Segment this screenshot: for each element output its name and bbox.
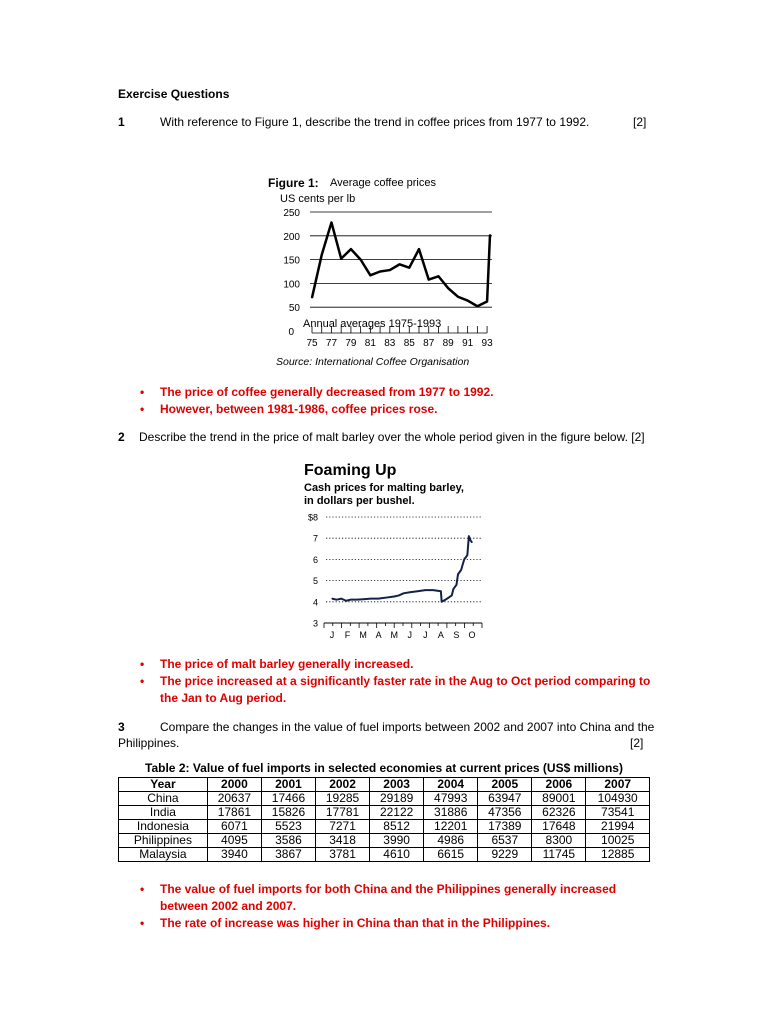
table-cell: 12885 (586, 848, 650, 862)
table-cell: 29189 (370, 792, 424, 806)
x-tick-label: 91 (462, 338, 474, 349)
data-point (470, 540, 471, 541)
table-cell: 4095 (207, 834, 261, 848)
x-tick-label: 83 (384, 338, 396, 349)
table-2-fuel-imports (118, 777, 650, 862)
figure-1-annotation: Annual averages 1975-1993 (303, 318, 442, 330)
table-cell: 9229 (478, 848, 532, 862)
data-point (418, 248, 420, 250)
table-row (119, 834, 650, 848)
question-1-answers (118, 384, 658, 418)
x-tick-label: J (407, 630, 413, 640)
data-point (336, 599, 337, 600)
data-point (445, 599, 446, 600)
question-3-marks: [2] (630, 736, 644, 750)
table-cell: 3781 (316, 848, 370, 862)
data-point (425, 590, 426, 591)
answer-item: • The price of coffee generally decreased from 1977 to 1992. (140, 385, 494, 399)
table-cell: 47356 (478, 806, 532, 820)
data-point (471, 542, 472, 543)
data-point (465, 557, 466, 558)
table-cell: 11745 (532, 848, 586, 862)
table-cell: Indonesia (119, 820, 208, 834)
y-tick-label: 100 (283, 279, 300, 291)
data-point (451, 595, 452, 596)
data-point (467, 555, 468, 556)
table-header-row (119, 778, 650, 792)
table-row (119, 806, 650, 820)
x-tick-label: 93 (481, 338, 493, 349)
figure-2-subtitle-1: Cash prices for malting barley, (304, 482, 464, 494)
table-cell: 6071 (207, 820, 261, 834)
table-cell: 73541 (586, 806, 650, 820)
answer-item: • The value of fuel imports for both China and the Philippines generally increased between 2002 and 2007. (140, 882, 617, 913)
figure-1-label: Figure 1: (268, 176, 319, 190)
question-3-text-line-2: Philippines. (118, 736, 180, 750)
table-cell: Malaysia (119, 848, 208, 862)
x-tick-label: O (468, 630, 476, 640)
table-cell: 8512 (370, 820, 424, 834)
y-tick-label: 250 (283, 208, 300, 219)
table-cell: 3867 (261, 848, 315, 862)
table-2-caption: Table 2: Value of fuel imports in selected economies at current prices (US$ millions) (145, 761, 623, 775)
answer-item: • The price increased at a significantly faster rate in the Aug to Oct period comparing to the Jan to Aug period. (140, 674, 651, 705)
y-tick-label: 6 (312, 554, 318, 565)
data-point (428, 279, 430, 281)
data-point (453, 588, 454, 589)
table-cell: 19285 (316, 792, 370, 806)
x-tick-label: 89 (442, 338, 454, 349)
x-tick-label: J (423, 630, 428, 640)
table-cell: 5523 (261, 820, 315, 834)
data-point (398, 595, 399, 596)
table-cell: 12201 (424, 820, 478, 834)
table-cell: 3418 (316, 834, 370, 848)
x-tick-label: M (390, 630, 398, 640)
answer-item: • The rate of increase was higher in China than that in the Philippines. (140, 916, 551, 930)
data-point (331, 222, 333, 224)
question-3-text-line-1: Compare the changes in the value of fuel imports between 2002 and 2007 into China and the (160, 720, 655, 734)
data-point (433, 590, 434, 591)
x-tick-label: 81 (364, 338, 376, 349)
table-cell: 21994 (586, 820, 650, 834)
data-point (321, 254, 323, 256)
page-title: Exercise Questions (118, 87, 230, 101)
question-2-text: Describe the trend in the price of malt barley over the whole period given in the figure below. [2] (139, 430, 645, 444)
y-tick-label: 4 (312, 597, 318, 608)
y-tick-label: $8 (307, 512, 318, 523)
table-cell: 31886 (424, 806, 478, 820)
header-cell: 2006 (532, 778, 586, 792)
data-point (489, 234, 491, 236)
data-point (386, 597, 387, 598)
table-cell: 3940 (207, 848, 261, 862)
data-point (394, 596, 395, 597)
table-cell: 4610 (370, 848, 424, 862)
table-cell: 17861 (207, 806, 261, 820)
data-point (457, 296, 459, 298)
data-point (440, 591, 441, 592)
data-point (370, 598, 371, 599)
data-point (360, 259, 362, 261)
data-point (486, 301, 488, 303)
data-point (447, 287, 449, 289)
data-point (350, 248, 352, 250)
data-point (464, 559, 465, 560)
y-tick-label: 7 (312, 533, 318, 544)
data-point (408, 267, 410, 269)
coffee-price-line (312, 222, 490, 306)
figure-2-subtitle-2: in dollars per bushel. (304, 495, 415, 507)
data-point (356, 599, 357, 600)
x-tick-label: S (453, 630, 460, 640)
y-tick-label: 50 (288, 303, 300, 315)
x-tick-label: 85 (403, 338, 415, 349)
table-cell: 3586 (261, 834, 315, 848)
figure-1-ylabel: US cents per lb (280, 193, 356, 205)
question-2-answers (118, 656, 658, 707)
figure-2-barley-chart (300, 455, 495, 645)
barley-price-line (332, 536, 472, 602)
answer-item: • However, between 1981-1986, coffee prices rose. (140, 402, 438, 416)
question-1-text: With reference to Figure 1, describe the trend in coffee prices from 1977 to 1992. (160, 115, 590, 129)
table-row (119, 848, 650, 862)
x-tick-label: A (375, 630, 382, 640)
data-point (350, 599, 351, 600)
question-1-number: 1 (118, 115, 125, 129)
data-point (468, 535, 469, 536)
header-cell: 2001 (261, 778, 315, 792)
data-point (389, 269, 391, 271)
table-cell: 47993 (424, 792, 478, 806)
header-cell: 2002 (316, 778, 370, 792)
table-cell: 62326 (532, 806, 586, 820)
data-point (399, 264, 401, 266)
x-tick-label: M (359, 630, 367, 640)
figure-2-title: Foaming Up (304, 462, 397, 479)
data-point (345, 600, 346, 601)
data-point (403, 593, 404, 594)
table-cell: 63947 (478, 792, 532, 806)
question-3-answers (118, 881, 658, 932)
data-point (341, 598, 342, 599)
data-point (441, 601, 442, 602)
table-cell: 17389 (478, 820, 532, 834)
header-cell: 2003 (370, 778, 424, 792)
figure-1-title: Average coffee prices (330, 177, 436, 189)
y-tick-label: 200 (283, 231, 300, 243)
table-cell: 20637 (207, 792, 261, 806)
x-tick-label: F (344, 630, 351, 640)
table-cell: India (119, 806, 208, 820)
table-cell: 104930 (586, 792, 650, 806)
table-cell: 7271 (316, 820, 370, 834)
y-tick-label: 3 (312, 618, 318, 629)
y-tick-label: 0 (288, 327, 294, 338)
x-tick-label: 75 (306, 338, 318, 349)
y-tick-label: 5 (312, 576, 318, 587)
data-point (409, 592, 410, 593)
x-tick-label: 77 (325, 338, 338, 349)
table-cell: 8300 (532, 834, 586, 848)
data-point (331, 598, 332, 599)
header-cell: Year (119, 778, 208, 792)
figure-1-source: Source: International Coffee Organisation (276, 356, 470, 368)
data-point (379, 271, 381, 273)
table-cell: 17648 (532, 820, 586, 834)
table-row (119, 792, 650, 806)
table-cell: 89001 (532, 792, 586, 806)
data-point (477, 305, 479, 307)
figure-1-coffee-chart (260, 170, 510, 370)
data-point (456, 584, 457, 585)
table-cell: 6615 (424, 848, 478, 862)
data-point (370, 275, 372, 277)
question-3-number: 3 (118, 720, 125, 734)
y-tick-label: 150 (283, 255, 300, 267)
header-cell: 2005 (478, 778, 532, 792)
table-cell: 15826 (261, 806, 315, 820)
data-point (461, 569, 462, 570)
answer-item: • The price of malt barley generally increased. (140, 657, 414, 671)
header-cell: 2007 (586, 778, 650, 792)
table-cell: 17466 (261, 792, 315, 806)
table-cell: Philippines (119, 834, 208, 848)
data-point (378, 598, 379, 599)
data-point (311, 297, 313, 299)
table-cell: 3990 (370, 834, 424, 848)
data-point (417, 591, 418, 592)
data-point (467, 300, 469, 302)
x-tick-label: 79 (345, 338, 357, 349)
table-cell: 22122 (370, 806, 424, 820)
data-point (457, 574, 458, 575)
table-cell: 6537 (478, 834, 532, 848)
data-point (340, 258, 342, 260)
data-point (363, 599, 364, 600)
table-cell: China (119, 792, 208, 806)
data-point (438, 275, 440, 277)
header-cell: 2000 (207, 778, 261, 792)
table-row (119, 820, 650, 834)
question-2-number: 2 (118, 430, 125, 444)
table-cell: 4986 (424, 834, 478, 848)
header-cell: 2004 (424, 778, 478, 792)
table-cell: 17781 (316, 806, 370, 820)
x-tick-label: 87 (423, 338, 435, 349)
question-1-marks: [2] (633, 115, 647, 129)
x-tick-label: A (437, 630, 444, 640)
x-tick-label: J (329, 630, 335, 640)
table-cell: 10025 (586, 834, 650, 848)
